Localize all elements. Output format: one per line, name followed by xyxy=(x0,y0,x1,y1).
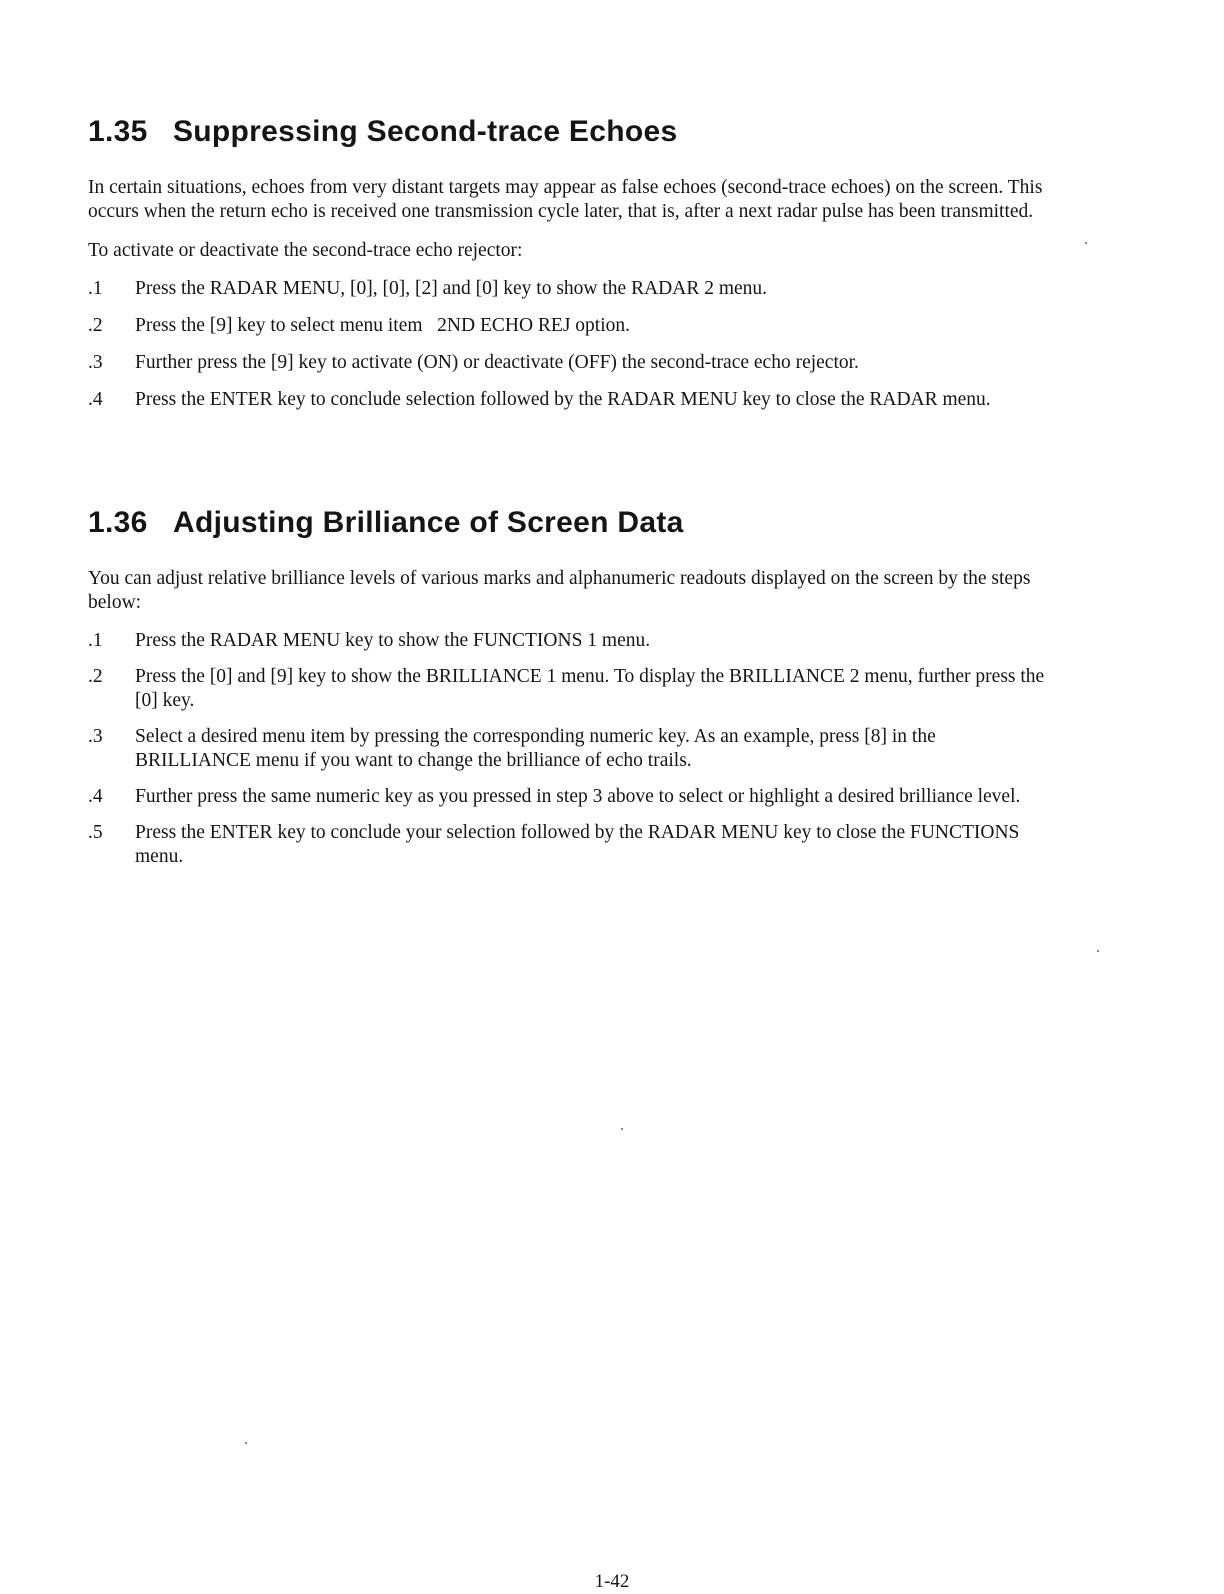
step-item xyxy=(88,821,1048,869)
steps-list xyxy=(88,277,1048,412)
step-number: .1 xyxy=(88,630,103,651)
step-text: Press the ENTER key to conclude your selection followed by the RADAR MENU key to close the FUNCTIONS menu. xyxy=(135,822,1020,867)
scan-speck xyxy=(1097,950,1099,952)
section-number: 1.36 xyxy=(88,506,148,539)
step-text: Press the RADAR MENU key to show the FUNCTIONS 1 menu. xyxy=(135,630,651,651)
section-title: Adjusting Brilliance of Screen Data xyxy=(173,506,684,539)
section-title: Suppressing Second-trace Echoes xyxy=(173,115,678,148)
step-text: Further press the [9] key to activate (ON) or deactivate (OFF) the second-trace echo rejector. xyxy=(135,352,859,373)
step-item xyxy=(88,785,1048,809)
scan-speck xyxy=(245,1442,247,1444)
step-text: Further press the same numeric key as you pressed in step 3 above to select or highlight a desired brilliance level. xyxy=(135,786,1021,807)
step-text: Press the [9] key to select menu item 2ND ECHO REJ option. xyxy=(135,315,631,336)
scan-speck xyxy=(1085,242,1087,244)
step-item xyxy=(88,725,1048,773)
step-number: .1 xyxy=(88,278,103,299)
step-item xyxy=(88,665,1048,713)
section-intro-paragraph: In certain situations, echoes from very distant targets may appear as false echoes (second-trace echoes) on the screen. This occurs when the return echo is received one transmission cycle later, that is, after a next radar pulse has been transmitted. xyxy=(88,177,1043,222)
section-1-35 xyxy=(88,112,1048,425)
section-heading xyxy=(88,112,1048,152)
section-intro-paragraph: You can adjust relative brilliance levels of various marks and alphanumeric readouts displayed on the screen by the steps below: xyxy=(88,568,1031,613)
page-number: 1-42 xyxy=(594,1571,630,1592)
scan-speck xyxy=(621,1128,623,1130)
step-item xyxy=(88,629,1048,653)
step-number: .2 xyxy=(88,666,103,687)
step-number: .5 xyxy=(88,822,103,843)
step-text: Press the [0] and [9] key to show the BRILLIANCE 1 menu. To display the BRILLIANCE 2 menu, further press the [0] key. xyxy=(135,666,1045,711)
section-1-36 xyxy=(88,503,1048,881)
steps-lead-paragraph: To activate or deactivate the second-trace echo rejector: xyxy=(88,240,523,261)
step-text: Press the RADAR MENU, [0], [0], [2] and [0] key to show the RADAR 2 menu. xyxy=(135,278,768,299)
step-item xyxy=(88,277,1048,301)
step-number: .3 xyxy=(88,726,103,747)
section-number: 1.35 xyxy=(88,115,148,148)
steps-list xyxy=(88,629,1048,869)
step-text: Press the ENTER key to conclude selection followed by the RADAR MENU key to close the RADAR menu. xyxy=(135,389,991,410)
step-item xyxy=(88,388,1048,412)
step-number: .4 xyxy=(88,389,103,410)
step-item xyxy=(88,351,1048,375)
section-heading xyxy=(88,503,1048,543)
step-item xyxy=(88,314,1048,338)
step-text: Select a desired menu item by pressing the corresponding numeric key. As an example, press [8] in the BRILLIANCE menu if you want to change the brilliance of echo trails. xyxy=(135,726,936,771)
step-number: .4 xyxy=(88,786,103,807)
step-number: .2 xyxy=(88,315,103,336)
step-number: .3 xyxy=(88,352,103,373)
